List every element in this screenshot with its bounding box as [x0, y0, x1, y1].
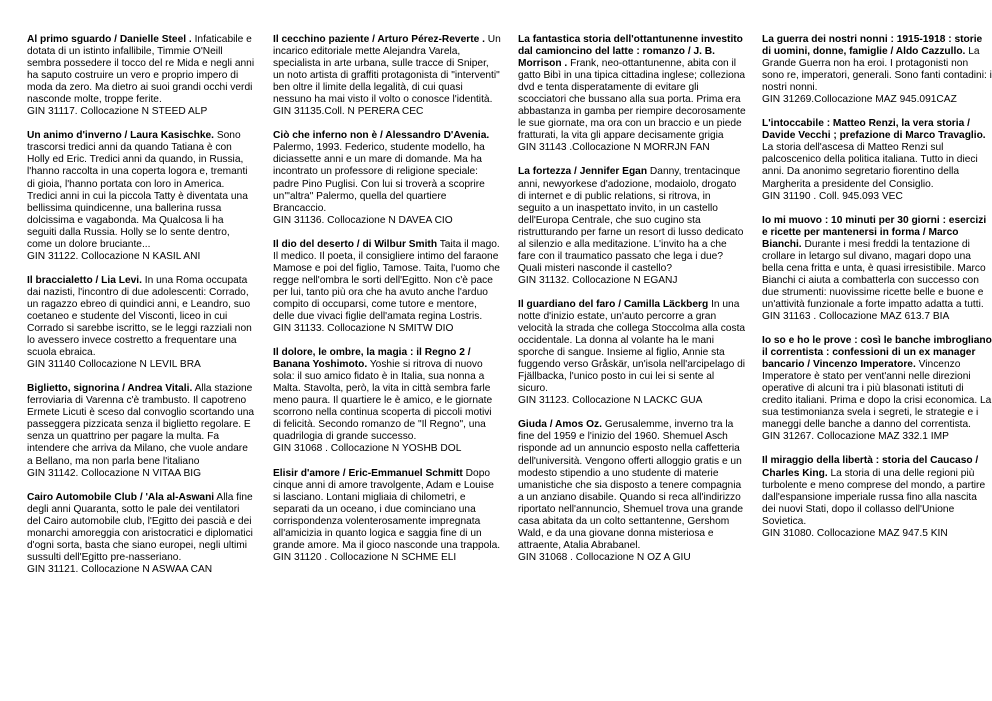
book-entry [518, 34, 746, 154]
entry-description: Un incarico editoriale mette Alejandra Varela, specialista in arte urbana, sulle tracce di Sniper, un noto artista di graffiti protagonista di "interventi" ben oltre il limite della legalità, di cui quasi nessuno ha mai visto il volto o conosce l'identità. [273, 34, 501, 106]
entry-description: Durante i mesi freddi la tentazione di crollare in letargo sul divano, magari dopo una bella cena fritta e unta, è quasi irresistibile. Marco Bianchi ci aiuta a combatterla con successo con due strumenti: nuovissime ricette belle e buone e un'attività funzionale a forte impatto adatta a tutti. [762, 238, 986, 310]
entry-title: Giuda / Amos Oz. [518, 419, 602, 431]
book-entry [273, 130, 501, 226]
book-entry [762, 34, 992, 106]
entry-title: Biglietto, signorina / Andrea Vitali. [27, 383, 193, 395]
book-entry [27, 34, 255, 118]
book-entry [762, 118, 992, 202]
entry-shelfmark: GIN 31122. Collocazione N KASIL ANI [27, 250, 201, 262]
column-2 [273, 34, 501, 576]
entry-description: Taita il mago. Il medico. Il poeta, il consigliere intimo del faraone Mamose e poi del figlio, Tamose. Taita, l'uomo che regge nell'ombra le sorti dell'Egitto. Non c'è pace per lui, tanto più ora che ha avuto anche l'arduo compito di occuparsi, come tutore e mentore, delle due vivaci figlie dell'amata regina Lostris. [273, 238, 500, 322]
entry-description: In una notte d'inizio estate, un'auto percorre a gran velocità la strada che collega Stoccolma alla costa occidentale. La donna al volante ha le mani sporche di sangue. Insieme al figlio, Annie sta fuggendo verso Gråskär, un'isola nell'arcipelago di Fjällbacka, l'unico posto in cui lei si sente al sicuro. [518, 298, 746, 395]
entry-title: Il guardiano del faro / Camilla Läckberg [518, 298, 709, 310]
entry-description: Dopo cinque anni di amore travolgente, Adam e Louise si lasciano. Lontani migliaia di chilometri, e separati da un oceano, i due cominciano una corrispondenza volenterosamente impregnata all'amicizia in quanto logica e saggia fine di un grande amore. Ma il gioco nasconde una trappola. [273, 467, 501, 551]
entry-description: In una Roma occupata dai nazisti, l'incontro di due adolescenti: Corrado, un ragazzo ebreo di quindici anni, e Leandro, suo coetaneo e studente del Visconti, liceo in cui Corrado si sarebbe iscritto, se le leggi razziali non lo avessero invece costretto a frequentare una scuola ebraica. [27, 274, 252, 359]
book-entry [273, 239, 501, 335]
entry-shelfmark: GIN 31123. Collocazione N LACKC GUA [518, 395, 703, 407]
entry-shelfmark: GIN 31132. Collocazione N EGANJ [518, 274, 678, 286]
entry-shelfmark: GIN 31121. Collocazione N ASWAA CAN [27, 563, 213, 575]
entry-description: Alla fine degli anni Quaranta, sotto le pale dei ventilatori del Cairo automobile club, l'Egitto dei pascià e dei monarchi amoreggia con aristocratici e diplomatici d'ogni sorta, basta che siano europei, negli ultimi sussulti dell'Egitto pre-nasseriano. [27, 491, 253, 563]
book-entry [518, 419, 746, 564]
entry-description: Vincenzo Imperatore è stato per vent'anni nelle direzioni operative di alcuni tra i più blasonati istituti di credito italiani. Prima e dopo la crisi economica. La sua testimonianza svela i segreti, le strategie e i maneggi delle banche a danno del correntista. [762, 359, 992, 431]
entry-title: L'intoccabile : Matteo Renzi, la vera storia / Davide Vecchi ; prefazione di Marco Travaglio. [762, 118, 986, 142]
entry-title: Elisir d'amore / Eric-Emmanuel Schmitt [273, 467, 463, 479]
book-entry [273, 347, 501, 455]
entry-shelfmark: GIN 31136. Collocazione N DAVEA CIO [273, 214, 453, 226]
column-3 [518, 34, 746, 576]
book-entry [273, 468, 501, 564]
book-entry [27, 383, 255, 479]
entry-shelfmark: GIN 31080. Collocazione MAZ 947.5 KIN [762, 527, 948, 539]
entry-title: Il braccialetto / Lia Levi. [27, 274, 142, 286]
book-entry [27, 492, 255, 576]
entry-title: Io so e ho le prove : così le banche imbrogliano il correntista : confessioni di un ex manager bancario / Vincenzo Imperatore. [762, 335, 992, 371]
entry-description: La storia dell'ascesa di Matteo Renzi sul palcoscenico della politica italiana. Tutto in dieci anni. Da anonimo segretario fiorentino della Margherita a presidente del Consiglio. [762, 142, 978, 190]
entry-title: Ciò che inferno non è / Alessandro D'Avenia. [273, 130, 490, 142]
entry-title: La fantastica storia dell'ottantunenne investito dal camioncino del latte : romanzo / J. B. Morrison . [518, 34, 743, 70]
entry-shelfmark: GIN 31117. Collocazione N STEED ALP [27, 106, 208, 118]
book-entry [762, 455, 992, 539]
column-4 [762, 34, 992, 552]
entry-shelfmark: GIN 31190 . Coll. 945.093 VEC [762, 190, 903, 202]
entry-description: Yoshie si ritrova di nuovo sola: il suo amico fidato è in Italia, sua nonna a Malta. Stavolta, però, la vita in città sembra farle meno paura. Il quartiere le è amico, e le giornate scorrono nella continua scoperta di piccoli motivi di felicità. Secondo romanzo de "Il Regno", una quadrilogia di grande successo. [273, 359, 493, 443]
entry-title: La fortezza / Jennifer Egan [518, 166, 648, 178]
entry-description: Palermo, 1993. Federico, studente modello, ha diciassette anni e un mare di domande. Ma ha incontrato un professore di religione speciale: padre Pino Puglisi. Con lui si troverà a scoprire un'"altra" Palermo, quella del quartiere Brancaccio. [273, 142, 485, 214]
entry-description: Alla stazione ferroviaria di Varenna c'è trambusto. Il capotreno Ermete Licuti è sceso dal convoglio scortando una passeggera pizzicata senza il biglietto regolare. E senza un quattrino per pagare la multa. Fa intendere che arriva da Milano, che vuole andare a Bellano, ma non parla bene l'italiano [27, 383, 255, 467]
entry-shelfmark: GIN 31140 Collocazione N LEVIL BRA [27, 359, 201, 371]
entry-shelfmark: GIN 31068 . Collocazione N OZ A GIU [518, 551, 691, 563]
entry-title: Un animo d'inverno / Laura Kasischke. [27, 130, 214, 142]
entry-title: Il dio del deserto / di Wilbur Smith [273, 238, 438, 250]
entry-description: La storia di una delle regioni più turbolente e meno comprese del mondo, a partire dall'espansione imperiale russa fino alla nascita dei nuovi Stati, dopo il collasso dell'Unione Sovietica. [762, 467, 986, 527]
entry-description: Frank, neo-ottantunenne, abita con il gatto Bibì in una tipica cittadina inglese; colleziona dvd e tenta disperatamente di evitare gli scocciatori che bussano alla sua porta. Prima era abbastanza in gamba per riempire decorosamente le sue giornate, ma ora con un braccio e un piede fratturati, la vita gli appare decisamente grigia [518, 58, 746, 142]
book-entry [518, 166, 746, 286]
entry-title: Io mi muovo : 10 minuti per 30 giorni : esercizi e ricette per mantenersi in forma / Marco Bianchi. [762, 214, 987, 250]
entry-description: Sono trascorsi tredici anni da quando Tatiana è con Holly ed Eric. Tredici anni da quando, in Russia, l'hanno raccolta in una coperta logora e, tremanti di gioia, l'hanno portata con loro in America. Tredici anni in cui la piccola Tatty è diventata una bellissima quindicenne, una ballerina russa dolcissima e vagabonda. Ma Qualcosa li ha seguiti dalla Russia. Holly se lo sente dentro, come un dolore bruciante... [27, 130, 248, 250]
entry-description: Danny, trentacinque anni, newyorkese d'adozione, modaiolo, drogato di internet e di public relations, si ritrova, in seguito a un inaspettato invito, in un castello dell'Europa Centrale, che suo cugino sta ristrutturando per farne un resort di lusso dedicato al silenzio e alla meditazione. L'invito ha a che fare con il traumatico passato che lega i due? Quali misteri nasconde il castello? [518, 166, 744, 274]
book-entry [27, 130, 255, 263]
entry-shelfmark: GIN 31269.Collocazione MAZ 945.091CAZ [762, 94, 957, 106]
entry-description: Gerusalemme, inverno tra la fine del 1959 e l'inizio del 1960. Shemuel Asch risponde ad un annuncio esposto nella caffetteria dell'università. Vengono offerti alloggio gratis e un modesto stipendio a uno studente di materie umanistiche che sia disposto a tenere compagnia a un anziano disabile. Quando si reca all'indirizzo riportato nell'annuncio, Shemuel trova una grande casa abitata da un colto settantenne, Gershom Wald, e da una giovane donna misteriosa e attraente, Atalia Abrabanel. [518, 419, 744, 551]
entry-title: La guerra dei nostri nonni : 1915-1918 : storie di uomini, donne, famiglie / Aldo Cazzullo. [762, 34, 983, 58]
book-entry [27, 275, 255, 371]
entry-title: Il cecchino paziente / Arturo Pérez-Reverte . [273, 34, 485, 45]
book-entry [273, 34, 501, 118]
entry-shelfmark: GIN 31142. Collocazione N VITAA BIG [27, 467, 202, 479]
entry-description: Infaticabile e dotata di un istinto infallibile, Timmie O'Neill sembra possedere il tocco del re Mida e negli anni ha saputo costruire un vero e proprio impero di moda da zero. Ma dietro ai suoi grandi occhi verdi nasconde molte, troppe ferite. [27, 34, 255, 106]
entry-description: La Grande Guerra non ha eroi. I protagonisti non sono re, imperatori, generali. Sono fanti contadini: i nostri nonni. [762, 46, 992, 94]
column-1 [27, 34, 255, 588]
entry-title: Cairo Automobile Club / 'Ala al-Aswani [27, 491, 215, 503]
entry-shelfmark: GIN 31267. Collocazione MAZ 332.1 IMP [762, 431, 949, 443]
book-entry [762, 335, 992, 443]
entry-shelfmark: GIN 31135.Coll. N PERERA CEC [273, 106, 424, 118]
entry-shelfmark: GIN 31068 . Collocazione N YOSHB DOL [273, 443, 462, 455]
book-entry [518, 299, 746, 407]
entry-title: Il miraggio della libertà : storia del Caucaso / Charles King. [762, 455, 979, 479]
book-entry [762, 215, 992, 323]
entry-shelfmark: GIN 31143 .Collocazione N MORRJN FAN [518, 142, 710, 154]
entry-title: Il dolore, le ombre, la magia : il Regno 2 / Banana Yoshimoto. [273, 347, 471, 371]
entry-shelfmark: GIN 31133. Collocazione N SMITW DIO [273, 323, 454, 335]
entry-shelfmark: GIN 31120 . Collocazione N SCHME ELI [273, 551, 457, 563]
entry-shelfmark: GIN 31163 . Collocazione MAZ 613.7 BIA [762, 310, 950, 322]
entry-title: Al primo sguardo / Danielle Steel . [27, 34, 192, 45]
